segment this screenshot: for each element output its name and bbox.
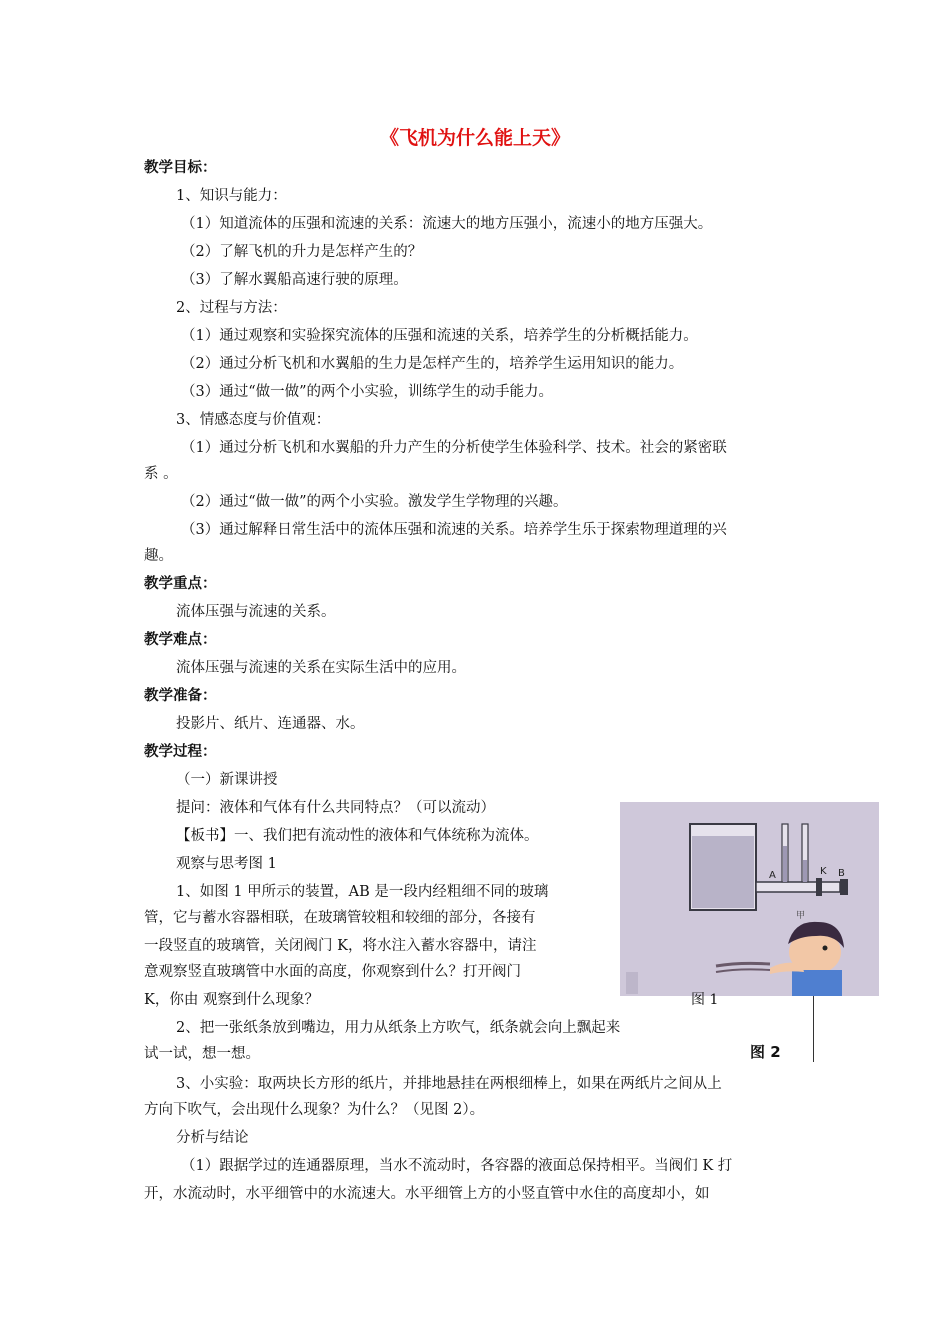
process-line: 1、如图 1 甲所示的装置，AB 是一段内经粗细不同的玻璃 [176,884,549,900]
goals-item-cont: 系 。 [144,466,178,482]
label-jia: 甲 [796,911,806,921]
label-b: B [838,868,845,879]
process-line: 开，水流动时，水平细管中的水流速大。水平细管上方的小竖直管中水住的高度却小，如 [144,1186,710,1202]
goals-item: （2）通过“做一做”的两个小实验。激发学生学物理的兴趣。 [181,494,568,510]
document-title: 《飞机为什么能上天》 [379,127,570,149]
process-line: 意观察竖直玻璃管中水面的高度，你观察到什么？打开阀门 [144,964,521,980]
goals-item: （1）通过分析飞机和水翼船的升力产生的分析使学生体验科学、技术。社会的紧密联 [181,440,727,456]
goals-item: （3）通过解释日常生活中的流体压强和流速的关系。培养学生乐于探索物理道理的兴 [181,522,727,538]
key-heading: 教学重点： [144,576,217,592]
process-line: K，你由 观察到什么现象？ [144,992,319,1008]
figure-2-divider [813,996,814,1062]
process-line: （1）跟据学过的连通器原理，当水不流动时，各容器的液面总保持相平。当阀们 K 打 [181,1158,733,1174]
prep-heading: 教学准备： [144,688,217,704]
process-line: 一段竖直的玻璃管，关闭阀门 K，将水注入蓄水容器中，请注 [144,938,537,954]
label-k: K [820,866,827,877]
process-heading: 教学过程： [144,744,217,760]
process-line: 观察与思考图 1 [176,856,277,872]
process-line: 提问：液体和气体有什么共同特点？（可以流动） [176,800,495,816]
process-line: 分析与结论 [176,1130,249,1146]
process-line: 2、把一张纸条放到嘴边，用力从纸条上方吹气，纸条就会向上飘起来 [176,1020,621,1036]
goals-item: （2）了解飞机的升力是怎样产生的？ [181,244,423,260]
apparatus-illustration [620,802,879,996]
goals-item: （3）了解水翼船高速行驶的原理。 [181,272,408,288]
difficulty-text: 流体压强与流速的关系在实际生活中的应用。 [176,660,466,676]
goals-section-3: 3、情感态度与价值观： [176,412,331,428]
figure-1-photo [620,802,879,996]
goals-item: （1）知道流体的压强和流速的关系：流速大的地方压强小，流速小的地方压强大。 [181,216,713,232]
goals-item: （2）通过分析飞机和水翼船的生力是怎样产生的，培养学生运用知识的能力。 [181,356,684,372]
process-line: 【板书】一、我们把有流动性的液体和气体统称为流体。 [176,828,539,844]
figure-1-caption: 图 1 [691,992,719,1008]
goals-item-cont: 趣。 [144,548,173,564]
process-line: 方向下吹气，会出现什么现象？为什么？（见图 2）。 [144,1102,485,1118]
process-line: （一）新课讲授 [176,772,278,788]
prep-text: 投影片、纸片、连通器、水。 [176,716,365,732]
goals-item: （3）通过“做一做”的两个小实验，训练学生的动手能力。 [181,384,554,400]
process-line: 管，它与蓄水容器相联，在玻璃管较粗和较细的部分，各接有 [144,910,536,926]
goals-heading: 教学目标： [144,160,217,176]
goals-section-2: 2、过程与方法： [176,300,287,316]
goals-item: （1）通过观察和实验探究流体的压强和流速的关系，培养学生的分析概括能力。 [181,328,698,344]
process-line: 3、小实验：取两块长方形的纸片，并排地悬挂在两根细棒上，如果在两纸片之间从上 [176,1076,722,1092]
key-text: 流体压强与流速的关系。 [176,604,336,620]
difficulty-heading: 教学难点： [144,632,217,648]
figure-2-caption: 图 2 [750,1043,781,1061]
process-line: 试一试，想一想。 [144,1046,260,1062]
label-a: A [769,870,776,881]
goals-section-1: 1、知识与能力： [176,188,287,204]
